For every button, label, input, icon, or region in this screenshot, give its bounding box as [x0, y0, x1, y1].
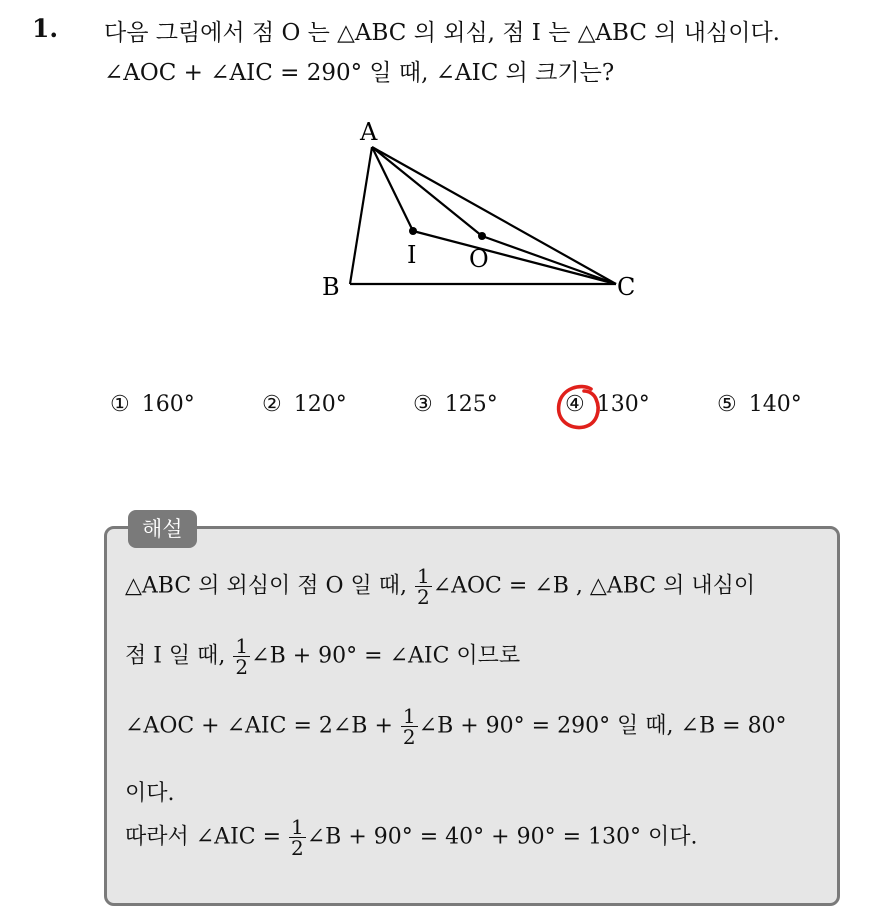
segment-oc	[482, 236, 616, 284]
explanation-line-2: 점 I 일 때, $\frac{1}{2}$ ∠B + 90° = ∠AIC 이므로	[125, 634, 521, 679]
label-a: A	[360, 118, 378, 146]
answer-choices	[0, 392, 884, 424]
side-ab	[350, 147, 372, 284]
choice-4[interactable]: ④ 130°	[565, 392, 650, 417]
segment-ao	[372, 147, 482, 236]
explanation-line-3: ∠AOC + ∠AIC = 2∠B + $\frac{1}{2}$ ∠B + 90° = 290° 일 때, ∠B = 80°	[125, 704, 787, 749]
fraction: $\frac{1}{2}$	[416, 564, 430, 609]
choice-5[interactable]: ⑤ 140°	[717, 392, 802, 417]
explanation-tag: 해설	[128, 510, 197, 548]
fraction: $\frac{1}{2}$	[402, 704, 416, 749]
point-i	[409, 227, 417, 235]
point-o	[478, 232, 486, 240]
explanation-line-5: 따라서 ∠AIC = $\frac{1}{2}$ ∠B + 90° = 40° + 90° = 130° 이다.	[125, 815, 698, 860]
choice-2[interactable]: ② 120°	[262, 392, 347, 417]
label-i: I	[407, 241, 417, 269]
choice-3[interactable]: ③ 125°	[413, 392, 498, 417]
segment-ic	[413, 231, 616, 284]
triangle-figure	[310, 112, 650, 302]
label-o: O	[469, 245, 489, 273]
explanation-line-4: 이다.	[125, 781, 175, 806]
answer-check-circle-icon	[554, 382, 604, 434]
label-b: B	[322, 273, 340, 301]
fraction: $\frac{1}{2}$	[235, 634, 249, 679]
question-text-line-2: ∠AOC + ∠AIC = 290° 일 때, ∠AIC 의 크기는?	[104, 60, 615, 86]
choice-1[interactable]: ① 160°	[110, 392, 195, 417]
explanation-line-1: △ABC 의 외심이 점 O 일 때, $\frac{1}{2}$ ∠AOC = ∠B , △ABC 의 내심이	[125, 564, 756, 609]
question-number: 1.	[32, 14, 59, 43]
fraction: $\frac{1}{2}$	[291, 815, 304, 860]
question-text-line-1: 다음 그림에서 점 O 는 △ABC 의 외심, 점 I 는 △ABC 의 내심이다.	[104, 20, 780, 46]
label-c: C	[617, 273, 636, 301]
